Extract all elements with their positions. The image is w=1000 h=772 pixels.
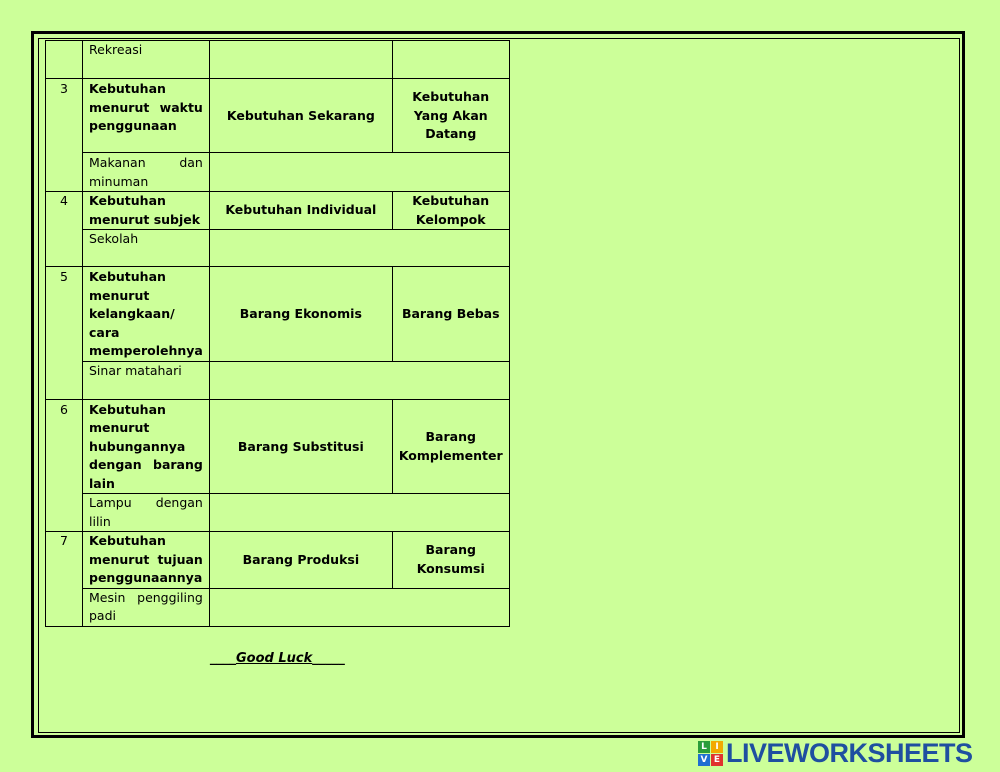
example-text: Rekreasi	[83, 41, 210, 79]
row-number: 7	[46, 532, 83, 627]
row-number: 4	[46, 192, 83, 267]
table-row	[46, 494, 510, 532]
table-row	[46, 399, 510, 494]
option-col2: Barang Bebas	[392, 267, 509, 362]
example-text: Sinar matahari	[83, 361, 210, 399]
good-luck-text: Good Luck	[236, 651, 313, 666]
brand-name: LIVEWORKSHEETS	[726, 737, 973, 768]
example-text: Sekolah	[83, 230, 210, 267]
table-row	[46, 192, 510, 230]
table-row	[46, 230, 510, 267]
option-col1: Kebutuhan Sekarang	[209, 79, 392, 153]
answer-dropzone[interactable]	[209, 361, 509, 399]
row-number: 5	[46, 267, 83, 400]
table-row	[46, 588, 510, 626]
table-row	[46, 79, 510, 153]
table-row	[46, 153, 510, 192]
table-row	[46, 532, 510, 589]
live-blocks-icon	[698, 741, 723, 766]
table-row	[46, 267, 510, 362]
category-text: Kebutuhan menurut tujuan penggunaannya	[83, 532, 210, 589]
logo-letter-e: E	[711, 754, 723, 766]
option-col1: Barang Substitusi	[209, 399, 392, 494]
category-text: Kebutuhan menurut hubungannya dengan barang lain	[83, 399, 210, 494]
category-text: Kebutuhan menurut kelangkaan/ cara memperolehnya	[83, 267, 210, 362]
table-row	[46, 41, 510, 79]
option-col1: Barang Ekonomis	[209, 267, 392, 362]
row-number	[46, 41, 83, 79]
option-col2: Kebutuhan Yang Akan Datang	[392, 79, 509, 153]
answer-cell-col2[interactable]	[392, 41, 509, 79]
option-col1: Barang Produksi	[209, 532, 392, 589]
option-col1: Kebutuhan Individual	[209, 192, 392, 230]
good-luck-underline-left: ____	[210, 651, 236, 666]
logo-letter-l: L	[698, 741, 710, 753]
answer-dropzone[interactable]	[209, 494, 509, 532]
row-number: 6	[46, 399, 83, 532]
good-luck-note	[210, 651, 345, 666]
option-col2: Barang Komplementer	[392, 399, 509, 494]
needs-classification-table	[45, 40, 510, 627]
example-text: Mesin penggiling padi	[83, 588, 210, 626]
table-row	[46, 361, 510, 399]
good-luck-underline-right: _____	[312, 651, 345, 666]
category-text: Kebutuhan menurut waktu penggunaan	[83, 79, 210, 153]
option-col2: Barang Konsumsi	[392, 532, 509, 589]
option-col2: Kebutuhan Kelompok	[392, 192, 509, 230]
answer-dropzone[interactable]	[209, 230, 509, 267]
answer-dropzone[interactable]	[209, 153, 509, 192]
row-number: 3	[46, 79, 83, 192]
example-text: Lampu dengan lilin	[83, 494, 210, 532]
category-text: Kebutuhan menurut subjek	[83, 192, 210, 230]
answer-dropzone[interactable]	[209, 588, 509, 626]
logo-letter-i: I	[711, 741, 723, 753]
answer-cell-col1[interactable]	[209, 41, 392, 79]
logo-letter-v: V	[698, 754, 710, 766]
liveworksheets-logo[interactable]	[698, 739, 973, 767]
example-text: Makanan dan minuman	[83, 153, 210, 192]
